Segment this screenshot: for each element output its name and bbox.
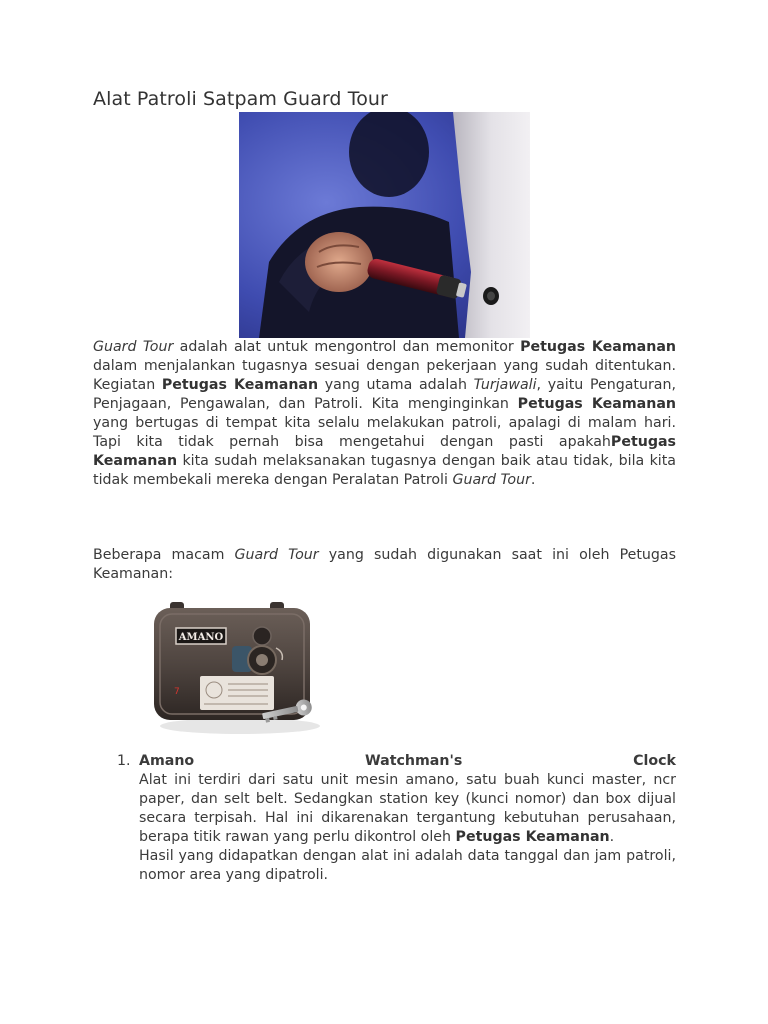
petugas-keamanan-term: Petugas Keamanan: [455, 829, 610, 845]
paragraph-text: dalam menjalankan tugasnya sesuai dengan pekerjaan yang sudah ditentukan. Kegiatan: [93, 358, 676, 393]
petugas-keamanan-term: Petugas Keamanan: [93, 434, 676, 469]
guard-tour-types-list: [93, 752, 676, 885]
list-item-number: 1.: [117, 753, 131, 769]
petugas-keamanan-term: Petugas Keamanan: [517, 396, 676, 412]
paragraph-text: adalah alat untuk mengontrol dan memonitor: [173, 339, 521, 355]
svg-text:7: 7: [174, 687, 180, 697]
guard-tour-term: Guard Tour: [452, 472, 531, 488]
title-word: Amano: [139, 753, 195, 769]
types-intro-paragraph: [93, 546, 676, 584]
list-item-title: [139, 752, 676, 771]
paragraph-text: .: [609, 829, 615, 845]
amano-brand-text: AMANO: [178, 632, 224, 643]
paragraph-text: , yaitu Pengaturan, Penjagaan, Pengawalan, dan Patroli. Kita menginginkan: [93, 377, 676, 412]
title-word: Clock: [633, 753, 676, 769]
list-item: [93, 752, 676, 885]
paragraph-text: Beberapa macam: [93, 547, 235, 563]
petugas-keamanan-term: Petugas Keamanan: [161, 377, 319, 393]
paragraph-text: Alat ini terdiri dari satu unit mesin amano, satu buah kunci master, ncr paper, dan selt belt. Sedangkan station key (kunci nomor) dan box dijual secara terpisah. Hal ini dikarenakan tergantung kebutuhan perusahaan, berapa titik rawan yang perlu dikontrol oleh: [139, 772, 676, 845]
title-word: Watchman's: [365, 753, 463, 769]
paragraph-text: .: [530, 472, 536, 488]
amano-device-image: [152, 598, 327, 738]
page-title: Alat Patroli Satpam Guard Tour: [93, 88, 388, 110]
list-item-result: Hasil yang didapatkan dengan alat ini adalah data tanggal dan jam patroli, nomor area yang dipatroli.: [139, 848, 676, 883]
list-item-body: [139, 752, 676, 885]
guard-tour-term: Guard Tour: [93, 339, 174, 355]
paragraph-text: yang sudah digunakan saat ini oleh Petugas Keamanan:: [93, 547, 676, 582]
paragraph-text: kita sudah melaksanakan tugasnya dengan baik atau tidak, bila kita tidak membekali mereka dengan Peralatan Patroli: [93, 453, 676, 488]
paragraph-text: yang bertugas di tempat kita selalu melakukan patroli, apalagi di malam hari. Tapi kita tidak pernah bisa mengetahui dengan pasti apakah: [93, 415, 676, 450]
intro-paragraph: [93, 338, 676, 490]
petugas-keamanan-term: Petugas Keamanan: [520, 339, 677, 355]
turjawali-term: Turjawali: [473, 377, 537, 393]
paragraph-text: yang utama adalah: [318, 377, 474, 393]
guard-tour-term: Guard Tour: [234, 547, 319, 563]
guard-tour-photo: [239, 112, 530, 338]
list-item-description: [139, 771, 676, 847]
